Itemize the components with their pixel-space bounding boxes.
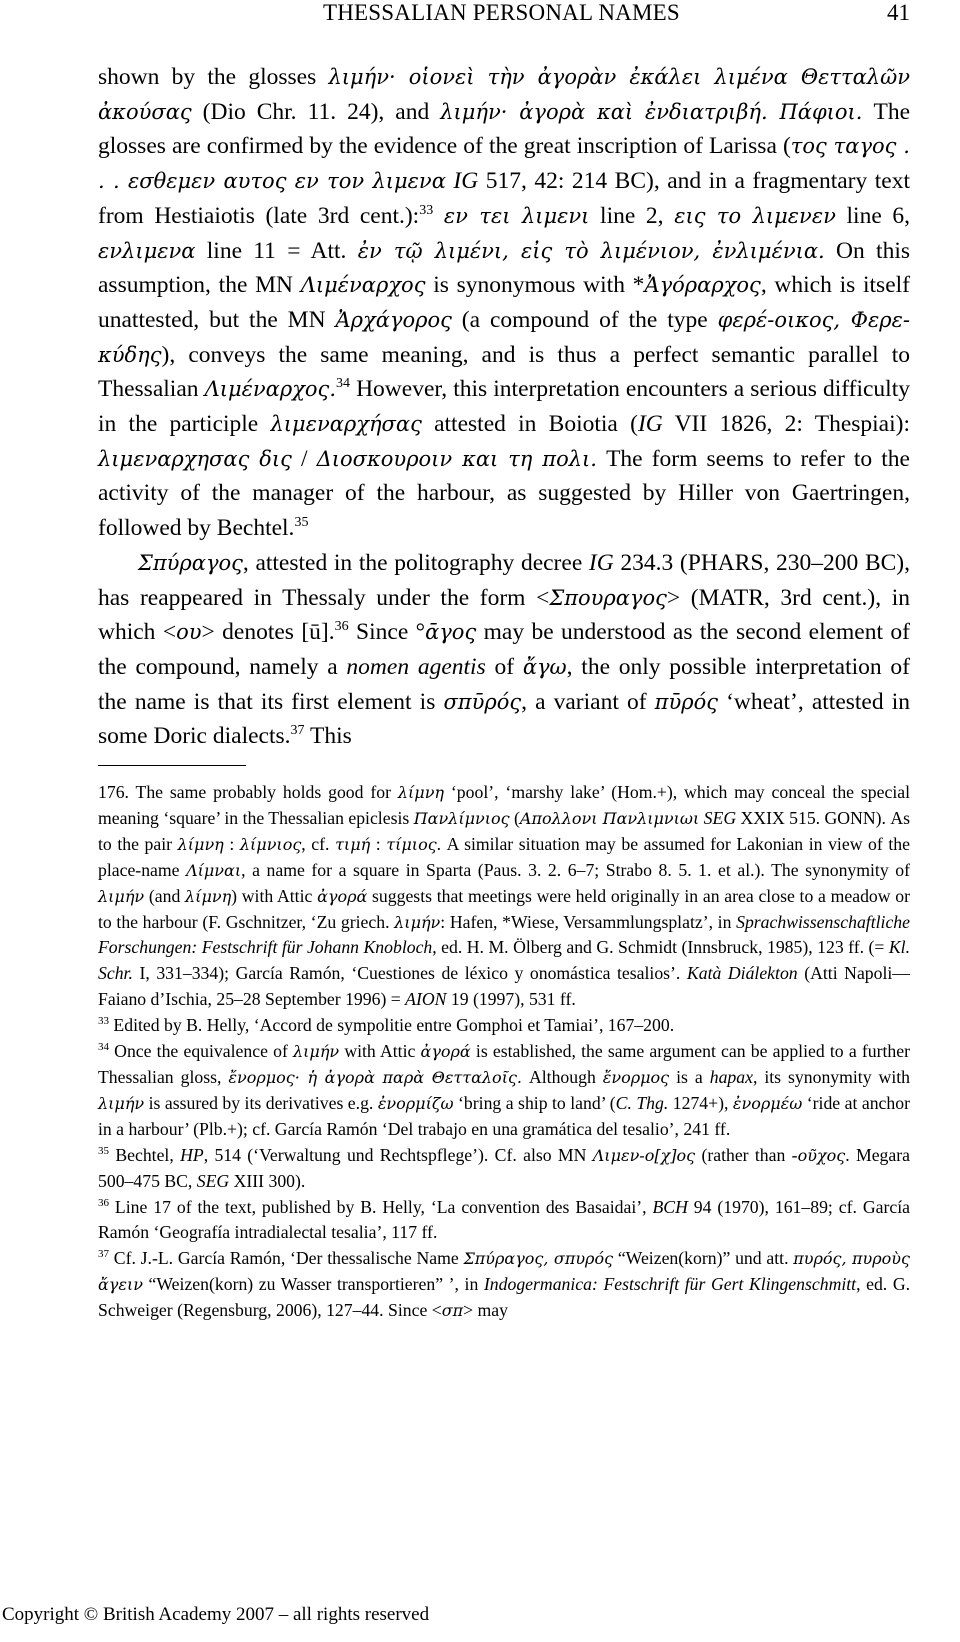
text-run: 176. The same probably holds good for: [98, 782, 398, 802]
main-body-text: [98, 60, 910, 754]
text-run: Bechtel,: [109, 1144, 181, 1165]
footnote-divider: [98, 765, 246, 766]
text-run: 94 (1970), 161–89; cf. García Ramón ‘Geografía intradialectal tesalia’, 117 ff.: [98, 1196, 910, 1243]
text-run: (and: [144, 885, 186, 906]
footnote-ref: 36: [334, 619, 349, 635]
text-run: , ed. G. Schweiger (Regensburg, 2006), 127–44. Since <: [98, 1274, 911, 1321]
text-run: line 6,: [835, 202, 911, 229]
greek-text: σπ: [441, 1301, 464, 1321]
text-run: > denotes [ū].: [201, 619, 335, 646]
text-run: Cf. J.-L. García Ramón, ‘Der thessalische Name: [109, 1248, 464, 1269]
text-run: ‘pool’, ‘marshy lake’ (Hom.+), which may conceal the special meaning ‘square’ in the Thessalian epiclesis: [98, 782, 911, 828]
greek-text: ᾱγος: [425, 620, 477, 645]
text-run: “Weizen(korn)” und att.: [613, 1248, 794, 1269]
text-run: :: [223, 833, 240, 854]
greek-text: λιμήν: [98, 1093, 145, 1113]
text-run: is assured by its derivatives e.g.: [144, 1092, 378, 1113]
greek-text: εις το λιμενεν: [674, 203, 836, 228]
text-run: :: [370, 833, 387, 854]
text-run: XIII 300).: [229, 1170, 306, 1191]
greek-text: λίμνιος: [239, 834, 302, 854]
italic-text: Katà Diálekton: [686, 963, 798, 984]
text-run: , 514 (‘Verwaltung und Rechtspflege’). Cf. also MN: [203, 1144, 593, 1165]
text-run: ‘ride at anchor in a harbour’ (Plb.+); cf. García Ramón ‘Del trabajo en una gramática del tesalio’, 241 ff.: [98, 1092, 910, 1139]
footnote-ref: 33: [98, 1015, 109, 1028]
text-run: On this assumption, the MN: [98, 237, 910, 299]
greek-text: Σπύραγος: [138, 550, 243, 575]
greek-text: ἔνορμος: [602, 1067, 670, 1087]
text-run: VII 1826, 2: Thespiai):: [662, 411, 910, 438]
text-run: , a variant of: [521, 688, 655, 715]
footnote-ref: 34: [336, 376, 350, 392]
text-run: is established, the same argument can be applied to a further Thessalian gloss,: [98, 1041, 910, 1087]
greek-text: τίμιος: [386, 834, 437, 854]
greek-text: λίμνη: [185, 886, 232, 906]
text-run: Although: [522, 1066, 603, 1087]
greek-text: φερέ-οικος, Φερε-κύδης: [98, 307, 910, 367]
text-run: However, this interpretation encounters a serious difficulty in the participle: [98, 376, 910, 438]
footnote-ref: 35: [98, 1144, 109, 1157]
text-run: 1274+),: [668, 1092, 733, 1113]
footnote: [98, 1013, 910, 1039]
greek-text: ου: [176, 620, 202, 645]
text-run: (a compound of the type: [451, 306, 718, 333]
text-run: Once the equivalence of: [109, 1041, 294, 1062]
greek-text: ενλιμενα: [98, 238, 196, 263]
text-run: ), conveys the same meaning, and is thus a perfect semantic parallel to Thessalian: [98, 341, 910, 403]
footnote: [98, 1246, 910, 1324]
text-run: is synonymous with *: [425, 272, 645, 299]
text-run: “Weizen(korn) zu Wasser transportieren” ’, in: [142, 1274, 484, 1295]
italic-text: nomen agentis: [346, 653, 486, 680]
text-run: : Hafen, *Wiese, Versammlungsplatz’, in: [440, 911, 737, 932]
text-run: attested in Boiotia (: [421, 411, 638, 438]
greek-text: Λιμέναρχος: [300, 273, 426, 298]
greek-text: σπῡρός: [443, 689, 522, 714]
greek-text: πῡρός: [654, 689, 718, 714]
greek-text: λίμνη: [177, 834, 224, 854]
text-run: line 11 = Att.: [195, 237, 358, 264]
text-run: , cf.: [301, 833, 336, 854]
text-run: I, 331–334); García Ramón, ‘Cuestiones de léxico y onomástica tesalios’.: [132, 963, 687, 984]
greek-text: ἀγορά: [420, 1042, 471, 1062]
text-run: The glosses are confirmed by the evidence of the great inscription of Larissa (: [98, 98, 910, 160]
greek-text: ἐνορμέω: [732, 1093, 803, 1113]
copyright-notice: Copyright © British Academy 2007 – all rights reserved: [2, 1604, 430, 1625]
text-run: > may: [463, 1300, 508, 1321]
greek-text: τιμή: [335, 834, 371, 854]
text-run: 517, 42: 214 BC), and in a fragmentary text from Hestiaiotis (late 3rd cent.):: [98, 168, 910, 229]
text-run: > (MATR, 3rd cent.), in which <: [98, 584, 910, 646]
body-paragraph: [98, 546, 910, 754]
italic-text: C. Thg.: [615, 1092, 669, 1113]
text-run: suggests that meetings were held originally in an area close to a meadow or to the harbour (F. Gschnitzer, ‘Zu griech.: [98, 885, 910, 932]
italic-text: hapax: [709, 1066, 753, 1087]
page-number: 41: [887, 0, 910, 25]
footnote-ref: 36: [98, 1196, 109, 1209]
greek-text: τος ταγος . . . εσθεμεν αυτος εν τον λιμενα: [98, 134, 910, 194]
text-run: Line 17 of the text, published by B. Helly, ‘La convention des Basaidai’,: [109, 1196, 653, 1217]
text-run: /: [291, 445, 317, 472]
italic-text: IG: [453, 168, 479, 195]
greek-text: ἔνορμος· ἡ ἀγορὰ παρὰ Θετταλοῖς.: [228, 1067, 523, 1087]
text-run: . A similar situation may be assumed for Lakonian in view of the place-name: [98, 833, 910, 880]
text-run: [433, 203, 444, 229]
italic-text: Indogermanica: Festschrift für Gert Klingenschmitt: [483, 1274, 857, 1295]
text-run: This: [304, 723, 352, 750]
text-run: (Atti Napoli—Faiano d’Ischia, 25–28 September 1996) =: [98, 963, 910, 1010]
text-run: . Megara 500–475 BC,: [98, 1144, 910, 1191]
text-run: ) with Attic: [231, 885, 318, 906]
text-run: ‘bring a ship to land’ (: [453, 1092, 616, 1113]
greek-text: λιμήν· ἀγορὰ καὶ ἐνδιατριβή. Πάφιοι.: [440, 99, 863, 124]
text-run: (rather than -: [695, 1144, 798, 1165]
greek-text: λιμήν: [394, 912, 441, 932]
footnote-ref: 37: [98, 1248, 109, 1261]
running-head: THESSALIAN PERSONAL NAMES: [323, 0, 680, 25]
greek-text: Σπύραγος, σπυρός: [463, 1249, 614, 1269]
italic-text: SEG: [196, 1170, 230, 1191]
text-run: line 2,: [589, 202, 675, 229]
greek-text: Σπουραγος: [549, 585, 667, 610]
footnotes: [98, 780, 910, 1324]
greek-text: Λιμεν-ο[χ]ος: [592, 1145, 696, 1165]
text-run: , a name for a square in Sparta (Paus. 3. 2. 6–7; Strabo 8. 5. 1. et al.). The synonymity of: [241, 859, 910, 880]
greek-text: λιμήν· οἱονεὶ τὴν ἀγορὰν ἐκάλει λιμένα Θετταλῶν ἀκούσας: [98, 65, 910, 124]
footnote: [98, 1143, 910, 1195]
text-run: shown by the glosses: [98, 64, 329, 90]
italic-text: IG: [588, 549, 614, 576]
italic-text: Kl. Schr.: [98, 937, 910, 984]
greek-text: ἐνορμίζω: [377, 1093, 454, 1113]
footnote-ref: 34: [98, 1041, 109, 1054]
text-run: is a: [669, 1066, 710, 1087]
greek-text: Ἀρχάγορος: [335, 307, 452, 332]
italic-text: BCH: [652, 1196, 688, 1217]
greek-text: οῦχος: [797, 1145, 846, 1165]
footnote-ref: 33: [419, 202, 434, 218]
text-run: , which is itself unattested, but the MN: [98, 272, 910, 333]
text-run: 234.3 (PHARS, 230–200 BC), has reappeared in Thessaly under the form <: [98, 549, 910, 611]
greek-text: λιμήν: [293, 1042, 340, 1062]
greek-text: ἄγω: [522, 654, 567, 679]
greek-text: Λιμέναρχος.: [204, 377, 336, 402]
italic-text: IG: [637, 411, 663, 438]
text-run: The form seems to refer to the activity of the manager of the harbour, as suggested by Hiller von Gaertringen, followed by Bechtel.: [98, 445, 910, 542]
italic-text: HP: [180, 1144, 204, 1165]
italic-text: AION: [405, 989, 447, 1010]
text-run: with Attic: [339, 1041, 421, 1062]
greek-text: Ἀγόραρχος: [644, 273, 761, 298]
italic-text: SEG: [703, 807, 737, 828]
footnote: [98, 780, 910, 1013]
greek-text: λίμνη: [397, 783, 445, 802]
text-run: XXIX 515. GONN). As to the pair: [98, 807, 911, 854]
text-run: Since °: [348, 619, 426, 646]
text-run: , the only possible interpretation of the name is that its first element is: [98, 653, 910, 715]
italic-text: Sprachwissenschaftliche Forschungen: Festschrift für Johann Knobloch: [98, 911, 910, 958]
greek-text: εν τει λιμενι: [443, 203, 590, 228]
greek-text: λιμεναρχησας δις: [98, 446, 292, 471]
greek-text: λιμήν: [98, 886, 145, 906]
greek-text: Πανλίμνιος: [413, 808, 510, 828]
footnote: [98, 1039, 910, 1143]
text-run: (: [509, 807, 520, 828]
text-run: (Dio Chr. 11. 24), and: [191, 98, 441, 125]
text-run: 19 (1997), 531 ff.: [446, 989, 576, 1010]
text-run: ‘wheat’, attested in some Doric dialects.: [98, 688, 910, 750]
page-header: [98, 0, 910, 40]
greek-text: Διοσκουροιν και τη πολι.: [316, 446, 597, 471]
body-paragraph: [98, 60, 910, 546]
text-run: , its synonymity with: [752, 1066, 910, 1087]
greek-text: Λίμναι: [186, 860, 242, 880]
text-run: , attested in the politography decree: [242, 549, 589, 576]
greek-text: ἐν τῷ λιμένι, εἰς τὸ λιμένιον, ἐνλιμένια.: [357, 238, 825, 263]
greek-text: πυρός, πυροὺς ἄγειν: [98, 1249, 910, 1295]
text-run: may be understood as the second element of the compound, namely a: [98, 619, 910, 680]
greek-text: ἀγορά: [317, 886, 368, 906]
greek-text: Απολλονι Πανλιμνιωι: [519, 808, 700, 828]
text-run: Edited by B. Helly, ‘Accord de sympolitie entre Gomphoi et Tamiai’, 167–200.: [109, 1015, 675, 1036]
footnote-ref: 37: [290, 723, 305, 739]
greek-text: λιμεναρχήσας: [270, 412, 422, 437]
text-run: of: [485, 653, 523, 680]
footnote: [98, 1195, 910, 1247]
footnote-ref: 35: [294, 515, 309, 531]
text-run: , ed. H. M. Ölberg and G. Schmidt (Innsbruck, 1985), 123 ff. (=: [432, 937, 889, 958]
